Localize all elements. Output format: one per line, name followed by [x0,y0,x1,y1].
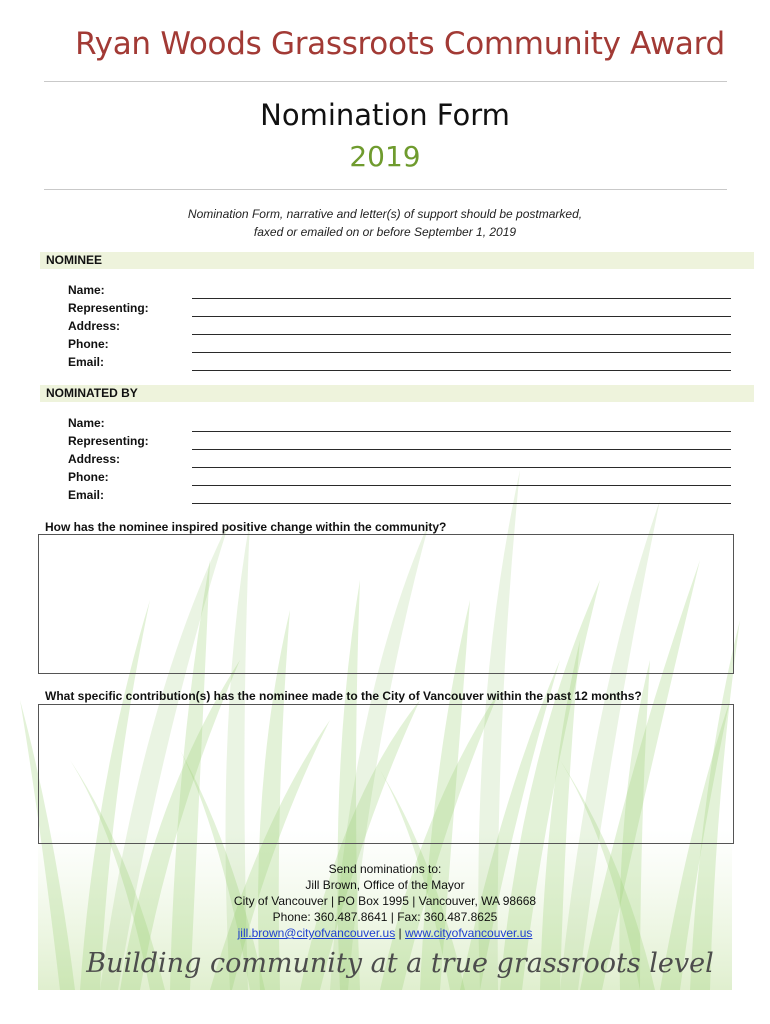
nominator-representing-label: Representing: [68,434,149,448]
title-divider [44,189,727,190]
nominator-email-label: Email: [68,488,105,502]
nominator-address-field[interactable] [192,467,731,468]
question-positive-change: How has the nominee inspired positive change within the community? [45,520,447,534]
nominated-by-section-heading: NOMINATED BY [40,385,754,402]
footer-tagline: Building community at a true grassroots level [86,948,714,979]
submission-instructions [0,205,770,241]
nominee-email-field[interactable] [192,370,731,371]
positive-change-answer-box[interactable] [38,534,734,674]
contributions-answer-box[interactable] [38,704,734,844]
nominator-name-field[interactable] [192,431,731,432]
contact-person: Jill Brown, Office of the Mayor [305,878,465,892]
website-link[interactable]: www.cityofvancouver.us [405,926,533,940]
award-title: Ryan Woods Grassroots Community Award [75,26,725,62]
instruction-line-2: faxed or emailed on or before September 1, 2019 [253,225,517,239]
nominee-name-field[interactable] [192,298,731,299]
header-divider [44,81,727,82]
nominator-address-label: Address: [68,452,121,466]
question-contributions: What specific contribution(s) has the nominee made to the City of Vancouver within the past 12 months? [45,689,642,703]
nominee-phone-field[interactable] [192,352,731,353]
nominator-email-field[interactable] [192,503,731,504]
nominator-representing-field[interactable] [192,449,731,450]
contact-phone-fax: Phone: 360.487.8641 | Fax: 360.487.8625 [272,910,498,924]
nominee-email-label: Email: [68,355,105,369]
nominee-representing-field[interactable] [192,316,731,317]
nominee-address-field[interactable] [192,334,731,335]
nominee-representing-label: Representing: [68,301,149,315]
contact-email-link[interactable]: jill.brown@cityofvancouver.us [237,926,396,940]
form-title: Nomination Form [260,98,510,132]
form-year: 2019 [349,140,421,173]
nominee-name-label: Name: [68,283,105,297]
nominator-phone-field[interactable] [192,485,731,486]
contact-links [0,925,770,941]
instruction-line-1: Nomination Form, narrative and letter(s) of support should be postmarked, [187,207,583,221]
contact-link-separator: | [395,926,405,940]
nominee-phone-label: Phone: [68,337,109,351]
nominee-address-label: Address: [68,319,121,333]
nominator-phone-label: Phone: [68,470,109,484]
contact-intro: Send nominations to: [328,862,442,876]
nominee-section-heading: NOMINEE [40,252,754,269]
nominator-name-label: Name: [68,416,105,430]
contact-address: City of Vancouver | PO Box 1995 | Vancouver, WA 98668 [233,894,537,908]
contact-block [0,861,770,941]
